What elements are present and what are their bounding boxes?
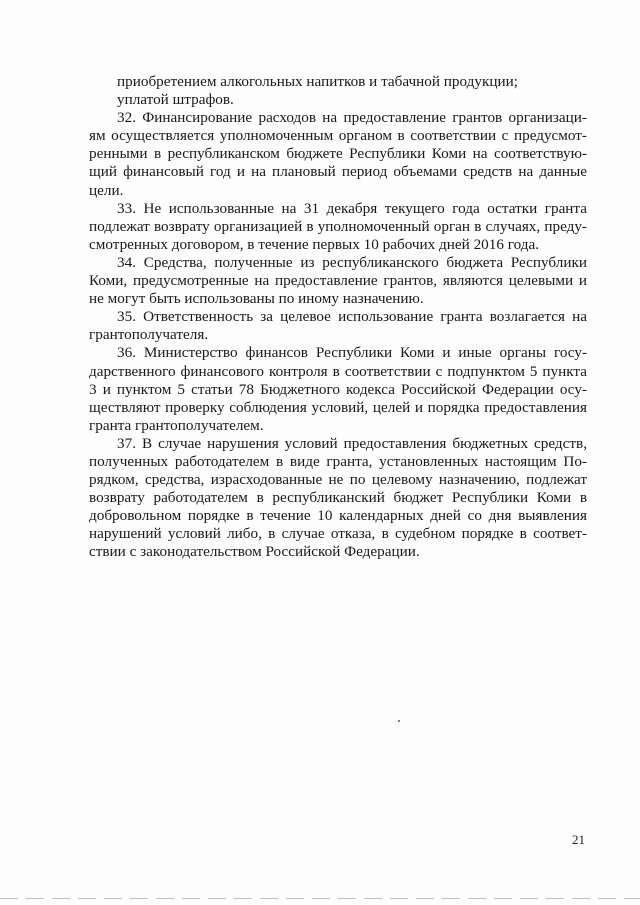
text-line-fines: уплатой штрафов. [117, 91, 234, 109]
document-body [89, 73, 587, 562]
paragraph-34: 34. Средства, полученные из республиканского бюджета Республики Коми, предусмотренные на предоставление грантов, являются целевыми и не могут быть использованы по иному назначению. [89, 253, 587, 308]
paragraph-37: 37. В случае нарушения условий предоставления бюджетных средств, полученных работодателем в виде гранта, установленных настоящим По-рядком, средства, израсходованные не по целевому назначению, подлежат возврату работодателем в республиканский бюджет Республики Коми в добровольном порядке в течение 10 календарных дней со дня выявления нарушений условий либо, в случае отказа, в судебном порядке в соответ-ствии с законодательством Российской Федерации. [89, 434, 587, 561]
text-line-alcohol: приобретением алкогольных напитков и табачной продукции; [117, 73, 518, 90]
paragraph-36: 36. Министерство финансов Республики Коми и иные органы госу-дарственного финансового контроля в соответствии с подпунктом 5 пункта 3 и пунктом 5 статьи 78 Бюджетного кодекса Российской Федерации осу-ществляют проверку соблюдения условий, целей и порядка предоставления гранта грантополучателем. [89, 344, 587, 434]
scan-edge-line [0, 898, 640, 899]
paragraph-33: 33. Не использованные на 31 декабря текущего года остатки гранта подлежат возврату организацией в уполномоченный орган в случаях, преду-смотренных договором, в течение первых 10 рабочих дней 2016 года. [89, 199, 587, 253]
paragraph-32: 32. Финансирование расходов на предоставление грантов организаци-ям осуществляется уполномоченным органом в соответствии с предусмот-ренными в республиканском бюджете Республики Коми на соответствую-щий финансовый год и на плановый период объемами средств на данные цели. [89, 109, 587, 199]
paragraph-35: 35. Ответственность за целевое использование гранта возлагается на грантополучателя. [89, 308, 587, 344]
page-number: 21 [572, 832, 585, 847]
scan-speck [398, 720, 400, 722]
